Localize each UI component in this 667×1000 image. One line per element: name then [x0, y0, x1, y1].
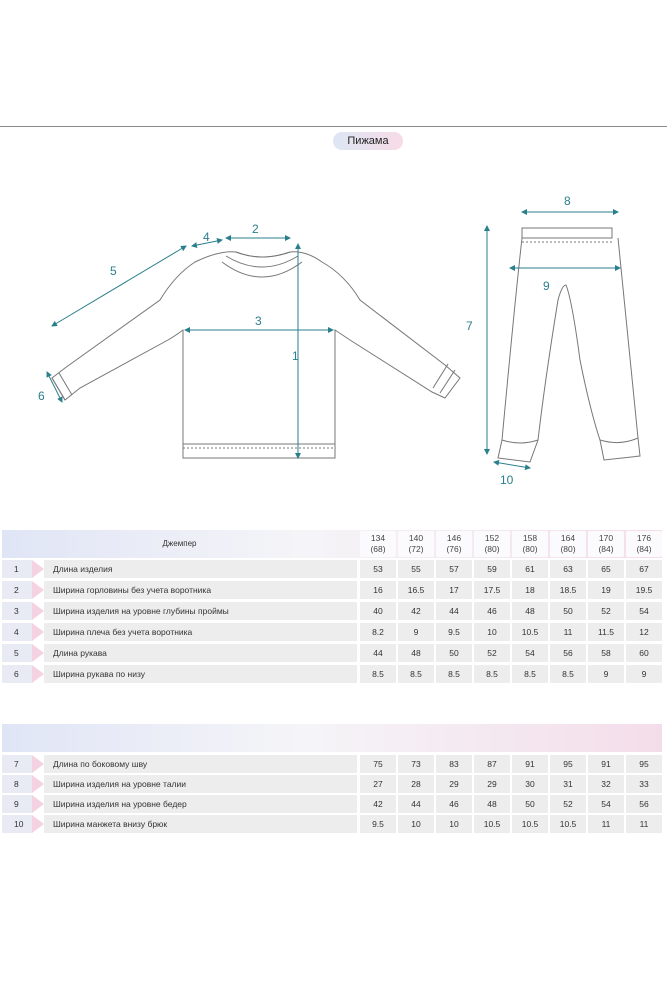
- value-cell: 53: [360, 560, 396, 578]
- value-cell: 57: [436, 560, 472, 578]
- label-4: 4: [203, 230, 210, 244]
- value-cell: 28: [398, 775, 434, 793]
- row-label: Ширина рукава по низу: [44, 665, 357, 683]
- label-1: 1: [292, 349, 299, 363]
- row-arrow-icon: [32, 815, 44, 833]
- value-cell: 42: [398, 602, 434, 620]
- value-cell: 75: [360, 755, 396, 773]
- value-cell: 46: [474, 602, 510, 620]
- table-row: [0, 623, 667, 641]
- row-arrow-icon: [32, 560, 44, 578]
- value-cell: 8.5: [512, 665, 548, 683]
- value-cell: 8.2: [360, 623, 396, 641]
- value-cell: 11: [550, 623, 586, 641]
- value-cell: 10.5: [474, 815, 510, 833]
- row-arrow-icon: [32, 602, 44, 620]
- table-row: [0, 665, 667, 683]
- row-arrow-icon: [32, 581, 44, 599]
- row-arrow-icon: [32, 665, 44, 683]
- value-cell: 10.5: [512, 815, 548, 833]
- value-cell: 16.5: [398, 581, 434, 599]
- value-cell: 52: [550, 795, 586, 813]
- table-row: [0, 602, 667, 620]
- value-cell: 32: [588, 775, 624, 793]
- product-title-badge: Пижама: [333, 132, 403, 150]
- table-header-label: Джемпер: [162, 539, 197, 548]
- value-cell: 91: [588, 755, 624, 773]
- value-cell: 9: [398, 623, 434, 641]
- value-cell: 10: [474, 623, 510, 641]
- size-column-header: 152 (80): [474, 531, 510, 557]
- row-label: Ширина горловины без учета воротника: [44, 581, 357, 599]
- row-number: 4: [2, 623, 32, 641]
- value-cell: 42: [360, 795, 396, 813]
- value-cell: 27: [360, 775, 396, 793]
- value-cell: 9: [588, 665, 624, 683]
- table-row: [0, 775, 667, 793]
- label-8: 8: [564, 194, 571, 208]
- value-cell: 44: [436, 602, 472, 620]
- value-cell: 30: [512, 775, 548, 793]
- value-cell: 11.5: [588, 623, 624, 641]
- value-cell: 44: [398, 795, 434, 813]
- size-column-header: 140 (72): [398, 531, 434, 557]
- row-label: Ширина изделия на уровне талии: [44, 775, 357, 793]
- value-cell: 50: [512, 795, 548, 813]
- value-cell: 19.5: [626, 581, 662, 599]
- label-7: 7: [466, 319, 473, 333]
- row-arrow-icon: [32, 755, 44, 773]
- value-cell: 52: [474, 644, 510, 662]
- table-row: [0, 755, 667, 773]
- row-arrow-icon: [32, 623, 44, 641]
- value-cell: 9.5: [360, 815, 396, 833]
- value-cell: 10.5: [512, 623, 548, 641]
- value-cell: 33: [626, 775, 662, 793]
- label-10: 10: [500, 473, 514, 487]
- value-cell: 10: [398, 815, 434, 833]
- value-cell: 18.5: [550, 581, 586, 599]
- row-number: 3: [2, 602, 32, 620]
- value-cell: 11: [588, 815, 624, 833]
- value-cell: 8.5: [436, 665, 472, 683]
- table-row: [0, 560, 667, 578]
- row-label: Ширина изделия на уровне бедер: [44, 795, 357, 813]
- value-cell: 17.5: [474, 581, 510, 599]
- value-cell: 9: [626, 665, 662, 683]
- table-row: [0, 795, 667, 813]
- table-row: [0, 815, 667, 833]
- value-cell: 46: [436, 795, 472, 813]
- row-arrow-icon: [32, 644, 44, 662]
- label-3: 3: [255, 314, 262, 328]
- value-cell: 95: [550, 755, 586, 773]
- value-cell: 17: [436, 581, 472, 599]
- value-cell: 59: [474, 560, 510, 578]
- row-arrow-icon: [32, 795, 44, 813]
- size-column-header: 164 (80): [550, 531, 586, 557]
- value-cell: 9.5: [436, 623, 472, 641]
- value-cell: 73: [398, 755, 434, 773]
- value-cell: 63: [550, 560, 586, 578]
- row-arrow-icon: [32, 775, 44, 793]
- size-column-header: 170 (84): [588, 531, 624, 557]
- value-cell: 87: [474, 755, 510, 773]
- table-row: [0, 581, 667, 599]
- row-label: Ширина изделия на уровне глубины проймы: [44, 602, 357, 620]
- size-column-header: 134 (68): [360, 531, 396, 557]
- value-cell: 10.5: [550, 815, 586, 833]
- row-label: Ширина плеча без учета воротника: [44, 623, 357, 641]
- dimension-line-5: [52, 246, 186, 326]
- row-label: Длина по боковому шву: [44, 755, 357, 773]
- value-cell: 83: [436, 755, 472, 773]
- label-6: 6: [38, 389, 45, 403]
- value-cell: 60: [626, 644, 662, 662]
- value-cell: 54: [588, 795, 624, 813]
- value-cell: 29: [436, 775, 472, 793]
- label-2: 2: [252, 222, 259, 236]
- row-number: 8: [2, 775, 32, 793]
- row-number: 1: [2, 560, 32, 578]
- value-cell: 44: [360, 644, 396, 662]
- dimension-line-10: [494, 462, 530, 468]
- size-column-header: 146 (76): [436, 531, 472, 557]
- value-cell: 91: [512, 755, 548, 773]
- row-number: 9: [2, 795, 32, 813]
- value-cell: 52: [588, 602, 624, 620]
- value-cell: 67: [626, 560, 662, 578]
- size-column-header: 158 (80): [512, 531, 548, 557]
- value-cell: 50: [436, 644, 472, 662]
- value-cell: 48: [398, 644, 434, 662]
- value-cell: 8.5: [474, 665, 510, 683]
- value-cell: 12: [626, 623, 662, 641]
- value-cell: 54: [626, 602, 662, 620]
- row-number: 6: [2, 665, 32, 683]
- value-cell: 50: [550, 602, 586, 620]
- value-cell: 95: [626, 755, 662, 773]
- value-cell: 16: [360, 581, 396, 599]
- value-cell: 18: [512, 581, 548, 599]
- row-label: Длина изделия: [44, 560, 357, 578]
- value-cell: 8.5: [398, 665, 434, 683]
- value-cell: 40: [360, 602, 396, 620]
- table-row: [0, 644, 667, 662]
- value-cell: 61: [512, 560, 548, 578]
- value-cell: 55: [398, 560, 434, 578]
- row-number: 2: [2, 581, 32, 599]
- row-number: 7: [2, 755, 32, 773]
- table-header-pants: [2, 724, 662, 752]
- value-cell: 56: [626, 795, 662, 813]
- value-cell: 58: [588, 644, 624, 662]
- pants-drawing: [498, 228, 640, 462]
- label-5: 5: [110, 264, 117, 278]
- value-cell: 11: [626, 815, 662, 833]
- value-cell: 10: [436, 815, 472, 833]
- jumper-drawing: [52, 252, 460, 458]
- value-cell: 48: [512, 602, 548, 620]
- label-9: 9: [543, 279, 550, 293]
- value-cell: 65: [588, 560, 624, 578]
- value-cell: 8.5: [360, 665, 396, 683]
- value-cell: 19: [588, 581, 624, 599]
- row-number: 10: [2, 815, 32, 833]
- size-column-header: 176 (84): [626, 531, 662, 557]
- row-number: 5: [2, 644, 32, 662]
- value-cell: 31: [550, 775, 586, 793]
- value-cell: 29: [474, 775, 510, 793]
- value-cell: 56: [550, 644, 586, 662]
- row-label: Длина рукава: [44, 644, 357, 662]
- value-cell: 48: [474, 795, 510, 813]
- value-cell: 8.5: [550, 665, 586, 683]
- value-cell: 54: [512, 644, 548, 662]
- row-label: Ширина манжета внизу брюк: [44, 815, 357, 833]
